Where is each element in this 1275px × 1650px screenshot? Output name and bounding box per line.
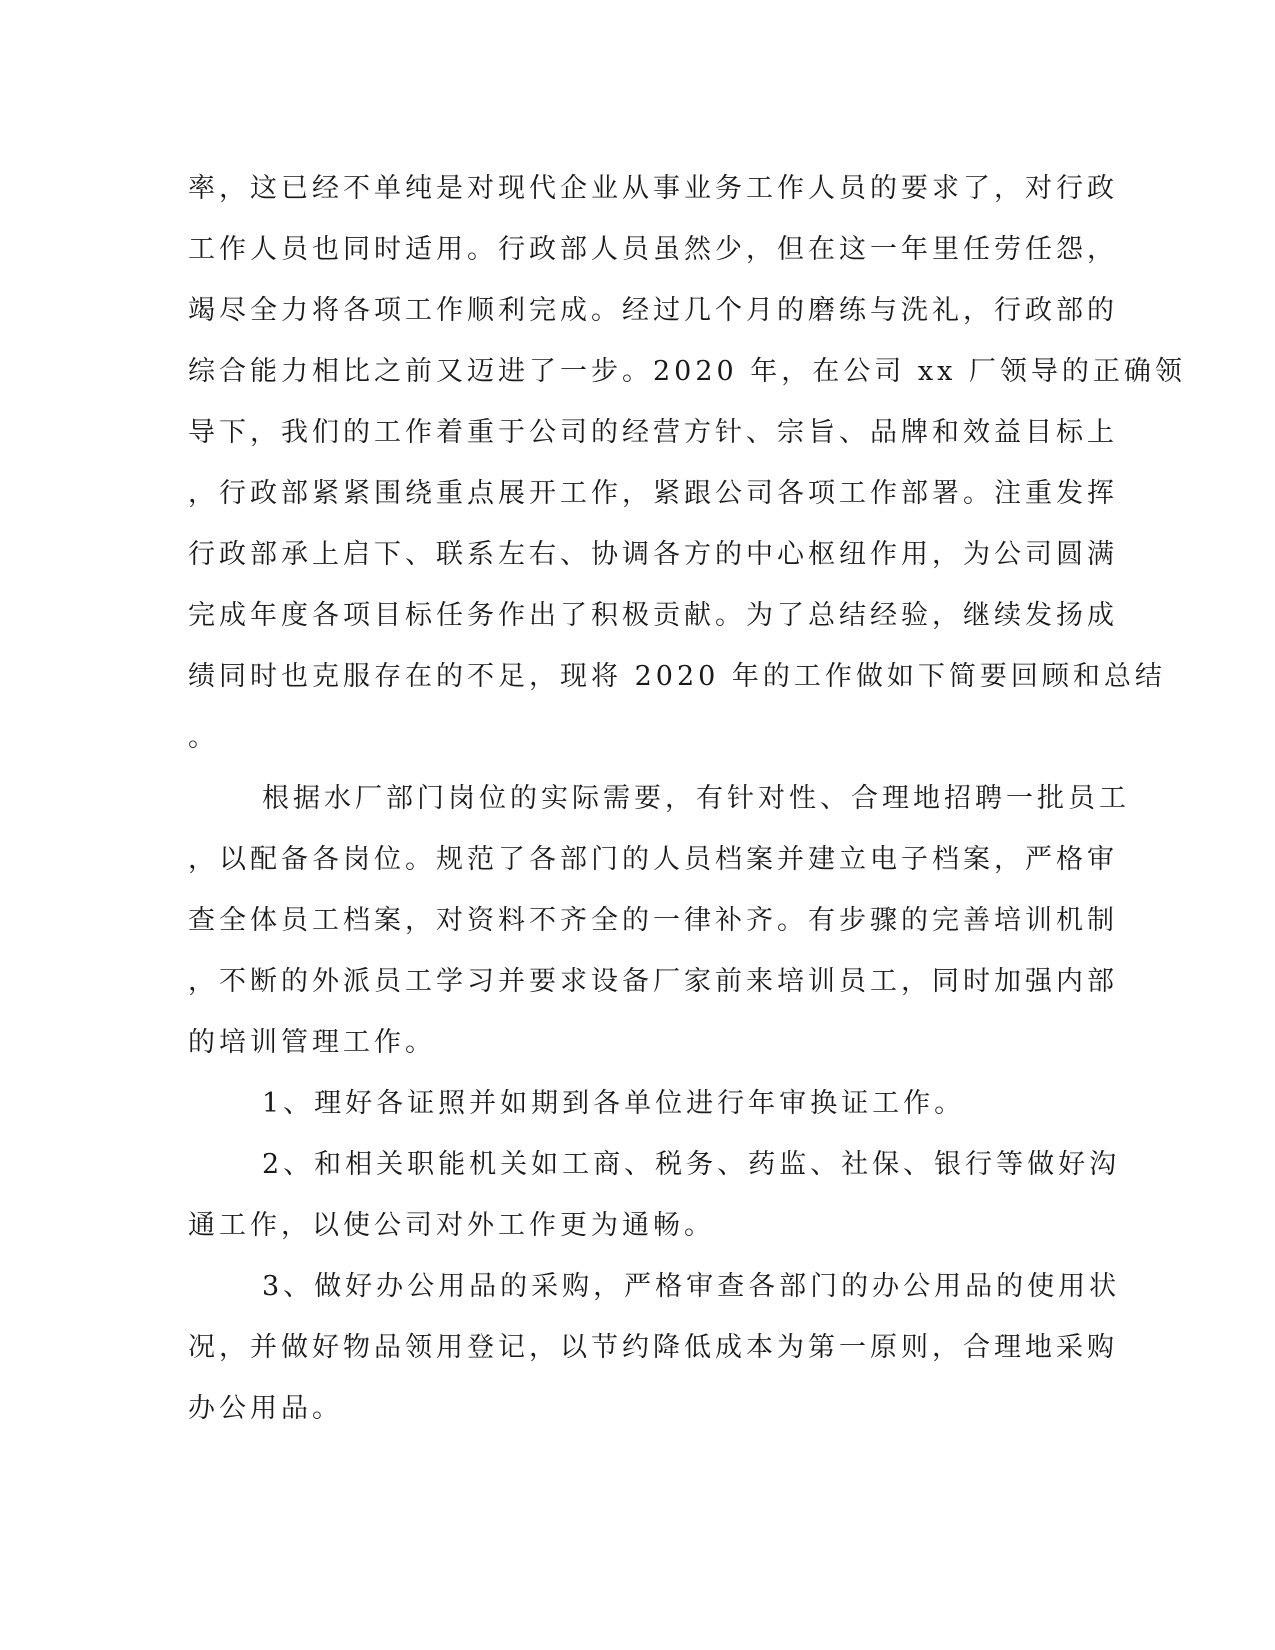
paragraph-item-2	[188, 1134, 1121, 1256]
text-line: 竭尽全力将各项工作顺利完成。经过几个月的磨练与洗礼，行政部的	[188, 295, 1118, 326]
text-line: 行政部承上启下、联系左右、协调各方的中心枢纽作用，为公司圆满	[188, 539, 1118, 570]
text-line: 况，并做好物品领用登记，以节约降低成本为第一原则，合理地采购	[188, 1332, 1118, 1363]
text-line: 2、和相关职能机关如工商、税务、药监、社保、银行等做好沟	[262, 1149, 1121, 1180]
text-line: 1、理好各证照并如期到各单位进行年审换证工作。	[262, 1088, 966, 1119]
text-line: 根据水厂部门岗位的实际需要，有针对性、合理地招聘一批员工	[262, 783, 1130, 814]
paragraph-recruitment	[188, 768, 1130, 1073]
text-line: ，行政部紧紧围绕重点展开工作，紧跟公司各项工作部署。注重发挥	[188, 478, 1118, 509]
text-line: 查全体员工档案，对资料不齐全的一律补齐。有步骤的完善培训机制	[188, 905, 1118, 936]
text-line: 综合能力相比之前又迈进了一步。2020 年，在公司 xx 厂领导的正确领	[188, 356, 1186, 387]
text-line: 。	[188, 722, 219, 753]
paragraph-item-3	[188, 1256, 1121, 1439]
text-line: ，不断的外派员工学习并要求设备厂家前来培训员工，同时加强内部	[188, 966, 1118, 997]
text-line: 的培训管理工作。	[188, 1027, 436, 1058]
text-line: 办公用品。	[188, 1393, 343, 1424]
text-line: 率，这已经不单纯是对现代企业从事业务工作人员的要求了，对行政	[188, 173, 1118, 204]
text-line: 完成年度各项目标任务作出了积极贡献。为了总结经验，继续发扬成	[188, 600, 1118, 631]
paragraph-intro	[188, 158, 1186, 768]
text-line: 工作人员也同时适用。行政部人员虽然少，但在这一年里任劳任怨，	[188, 234, 1118, 265]
paragraph-item-1	[188, 1073, 1068, 1134]
text-line: ，以配备各岗位。规范了各部门的人员档案并建立电子档案，严格审	[188, 844, 1118, 875]
text-line: 通工作，以使公司对外工作更为通畅。	[188, 1210, 715, 1241]
text-line: 3、做好办公用品的采购，严格审查各部门的办公用品的使用状	[262, 1271, 1121, 1302]
text-line: 导下，我们的工作着重于公司的经营方针、宗旨、品牌和效益目标上	[188, 417, 1118, 448]
document-body	[188, 158, 1186, 1439]
text-line: 绩同时也克服存在的不足，现将 2020 年的工作做如下简要回顾和总结	[188, 661, 1166, 692]
